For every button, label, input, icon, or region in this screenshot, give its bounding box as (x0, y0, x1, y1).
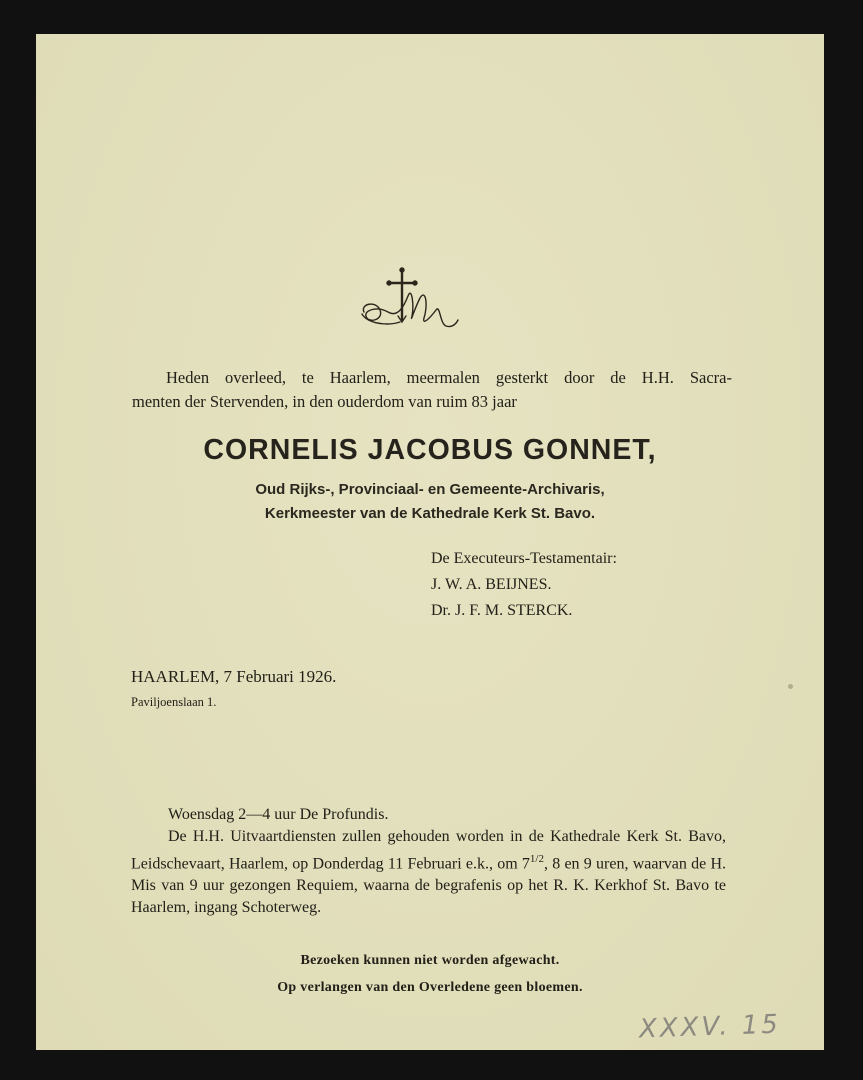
deceased-name: CORNELIS JACOBUS GONNET, (203, 434, 657, 466)
notice-no-visits: Bezoeken kunnen niet worden afgewacht. (300, 953, 560, 968)
executor-1: J. W. A. BEIJNES. (431, 576, 552, 593)
cross-monogram-icon (358, 266, 468, 341)
title-line-1: Oud Rijks-, Provinciaal- en Gemeente-Archivaris, (255, 481, 605, 498)
executors-block (431, 546, 617, 624)
intro-line-1: Heden overleed, te Haarlem, meermalen gesterkt door de H.H. Sacra- (166, 368, 732, 387)
service-details (131, 804, 726, 919)
intro-text (132, 366, 732, 414)
service-body (131, 826, 726, 919)
title-line-2: Kerkmeester van de Kathedrale Kerk St. Bavo. (264, 505, 596, 522)
service-text-part-1: De H.H. Uitvaartdiensten zullen gehouden worden in de Kathedrale Kerk St. Bavo, Leidschevaart, Haarlem, op Donderdag 11 Februari e.k., om 7 (131, 828, 726, 873)
address: Paviljoenslaan 1. (131, 695, 217, 709)
service-line-1: Woensdag 2—4 uur De Profundis. (168, 806, 389, 823)
service-fraction: 1/2 (529, 853, 544, 865)
death-notice-card (36, 34, 824, 1050)
archive-pencil-mark: XXXV. 15 (638, 1009, 782, 1045)
notice-no-flowers: Op verlangen van den Overledene geen bloemen. (277, 980, 583, 995)
place-date: HAARLEM, 7 Februari 1926. (131, 667, 337, 686)
service-text-part-2: , 8 en 9 uren, waarvan de H. Mis van 9 uur gezongen Requiem, waarna de begrafenis op het R. K. Kerkhof St. Bavo te Haarlem, ingang Schoterweg. (131, 855, 726, 917)
intro-line-2: menten der Stervenden, in den ouderdom van ruim 83 jaar (132, 392, 517, 411)
executor-2: Dr. J. F. M. STERCK. (431, 602, 573, 619)
executors-heading: De Executeurs-Testamentair: (431, 550, 617, 567)
deceased-titles (36, 478, 824, 526)
notices (36, 947, 824, 1001)
paper-blemish (788, 684, 793, 689)
